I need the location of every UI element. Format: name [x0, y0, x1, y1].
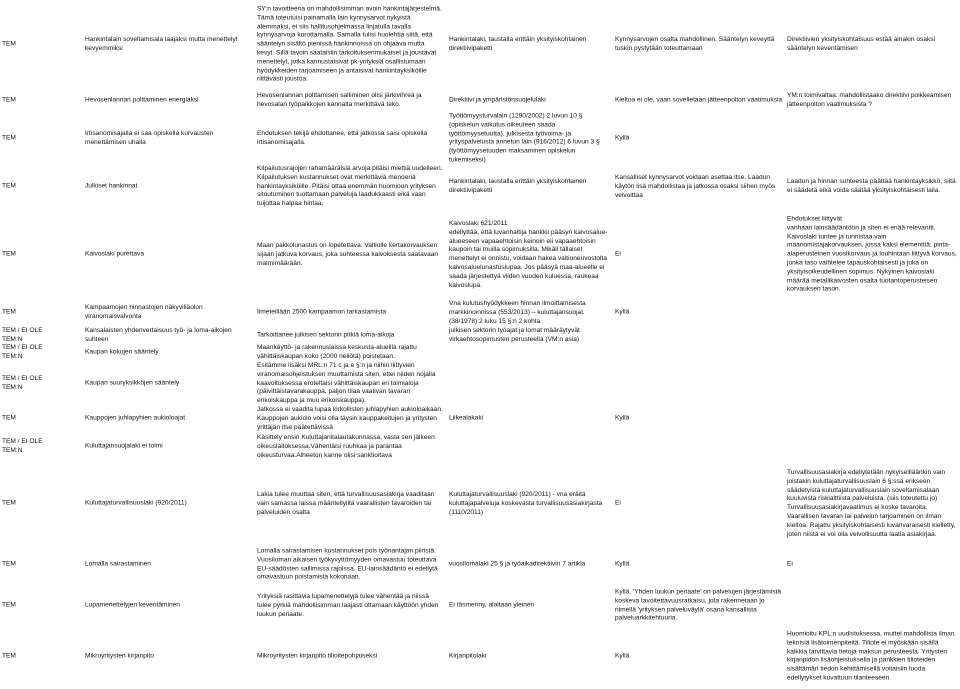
proposal-description-cell: Maan pakkolunastus on lopetettava. Valtiolle kertakorvauksen sijaan jatkuva korvaus, joka suhteessa kaivoksesta saatavaan malmimäärään.: [257, 241, 439, 267]
ministry-cell: TEM: [2, 414, 16, 422]
proposal-title-cell: Hevosenlannan polttaminen energiaksi: [85, 96, 199, 104]
proposal-title-cell: Kaupan kokojen sääntely: [85, 348, 159, 356]
proposal-description-cell: Yrityksiä rasittavia lupamenettelyjä tulee vähentää ja niissä tulee pyrkiä mahdollisimman laajasti ottamaan käyttöön yhden luukun periaate.: [257, 592, 439, 618]
ministry-cell: TEM / EI OLE TEM:N: [2, 375, 43, 391]
comment-cell: Direktiivien yksityiskohtaisuus estää ainakin osaksi sääntelyn keventämisen: [787, 36, 936, 52]
proposal-description-cell: SY:n tavoitteena on mahdollisimman avoin hankintajärjestelmä. Tämä toteutuisi painamalla lain kynnysarvot nykyistä alemmaksi, ei siis hallitusohjelmassa linjatulla tavalla kynnysarvoja korottamalla. Samalla tulisi huolehtia siitä, että sääntelyn sisältö pienissä hankinnoissa on ohjaava mutta kevyt. Sillä tavoin saataisiin tarkoituksenmukaiset ja joustavat menettelyt, jotka kannustaisivat pk-yrityksiä osallistumaan hyödykkeiden tarjoamiseen ja antaisivat hankintayksiköille riittävästi joustoa.: [257, 5, 442, 83]
ministry-cell: TEM: [2, 560, 16, 568]
table-row: [0, 545, 960, 585]
table-row: [0, 112, 960, 164]
table-row: [0, 628, 960, 686]
proposal-title-cell: Kansalaisten yhdenvertaisuus työ- ja loma-aikojen suhteen: [85, 327, 232, 343]
table-row: [0, 406, 960, 432]
comment-cell: Ei: [787, 560, 793, 568]
proposal-description-cell: Lomalla sairastamisen kustannukset pois työnantajan piiristä. Vuosiloman aikaisen työkyvyttömyyden omavastuu toteuttava EU-säädösten sallimissa rajoissa. EU-lainsäädäntö ei edellytä omavastuun poistamista kokonaan.: [257, 547, 438, 581]
table-row: [0, 433, 960, 461]
ministry-cell: TEM: [2, 40, 16, 48]
comment-cell: YM:n toimivaltaa: mahdollistaako direktiivi poikkeamisen jätteenpolton vaatimuksista ?: [787, 92, 952, 108]
legislation-cell: Kirjanpitolaki: [449, 652, 487, 660]
proposal-description-cell: Käsittely ensin Kuluttajariitalautakunnassa, vasta sen jälkeen oikeuslaitoksessa.Vähentäisi ruuhkaa ja parantaa oikeusturvaa.Alheeton kanne olisi sanktioitava: [257, 433, 435, 459]
table-row: [0, 211, 960, 299]
ministry-cell: TEM / EI OLE TEM:N: [2, 344, 43, 360]
feasibility-cell: Kyllä. 'Yhden luukun periaate' on palvelujen järjestämistä koskeva tavoitettavuusratkaisu, jota rakennetaan jo nimellä 'yrityksen palveluväylä' osana kansallista palveluarkkitehtuuria.: [615, 588, 781, 622]
feasibility-cell: Ei: [615, 250, 621, 258]
legislation-cell: Direktiivi ja ympäristönsuojelulaki: [449, 96, 546, 104]
proposal-title-cell: Kuluttajaturvallisuuslaki (920/2011): [85, 499, 187, 507]
feasibility-cell: Kieltoa ei ole, vaan sovelletaan jätteenpolton vaatimuksia: [615, 96, 783, 104]
feasibility-cell: Kyllä: [615, 308, 630, 316]
proposal-description-cell: Kilpailutusrajojen rahamääräisiä arvoja pitäisi miettiä uudelleen. Kilpailutuksen kustannukset ovat merkittäviä menoeriä hankintayksiköille. Pitäisi ottaa enemmän huomioon yrityksen sitoutuminen tuottamaan palveluja laadukkaasti eikä vaan tuijottaa halpaa hintaa.: [257, 165, 443, 208]
legislation-cell: Työttömyysturvalain (1290/2002) 2 luvun 10 § (opiskelun vaikutus oikeuteen saada työttömyysetuutta), julkisesta työvoima- ja yrityspalvelusta annetun lain (916/2012) 6 luvun 3 § (työttömyysetuuden maksaminen opiskelun tukemiseksi): [449, 112, 600, 164]
table-row: [0, 362, 960, 406]
feasibility-cell: Kyllä: [615, 134, 630, 142]
legislation-cell: julkisen sektorin työajat ja lomat määräytyvät virkaehtosopimusten perusteella (VM:n asia): [449, 327, 580, 343]
table-row: [0, 4, 960, 86]
proposal-description-cell: Tarkoittanee julkisen sektorin pitkiä loma-aikoja: [257, 331, 395, 339]
feasibility-cell: Kyllä: [615, 652, 630, 660]
ministry-cell: TEM: [2, 308, 16, 316]
proposal-title-cell: Hankintalain soveltamisala laajaksi mutta menettelyt kevyemmiksi: [85, 36, 238, 52]
table-row: [0, 164, 960, 210]
comment-cell: Huomioitu KPL:n uudistuksessa, muttei mahdollista ilman teknisiä lisätoimenpiteitä. Tiliote ei myöskään sisällä kaikkia tarvittavia tietoja maksun perusteesta. Yritysten kirjanpidon lisäohjeistuksella ja pankkien tilioteiden sisältämän tiedon kehittämisellä voitaisiin luoda edellytykset kuvattuun tilanteeseen: [787, 630, 955, 682]
comment-cell: Laadun ja hinnan suhteesta päättää hankintayksikkö, siitä ei säädetä eikä voida säätää yksityiskohtaisesti laila.: [787, 178, 956, 194]
proposal-title-cell: Kaivoslaki purettava: [85, 250, 145, 258]
legislation-cell: vuosilomalaki 25 § ja työaikadirektiivin 7 artikla: [449, 560, 586, 568]
proposal-title-cell: Kaupan suuryksikköjen sääntely: [85, 379, 180, 387]
table-row: [0, 327, 960, 345]
ministry-cell: TEM: [2, 96, 16, 104]
legislation-cell: Kuluttajaturvallisuuslaki (920/2011) - vna eräitä kuluttajapalveluja koskevasta turvallisuusasiakirjasta (1110/2011): [449, 490, 603, 516]
proposal-description-cell: Esitämme lisäksi MRL:n 71 c ja e §:n ja niihin liittyvien viranomaisohjeistuksen muuttamista siten, ettei niiden nojalla kaavoituksessa eroteltaisi vähittäiskaupan eri toimialoja (päivittäistavarakauppa, paljon tilaa vaativan tavaran erikoiskauppa ja muu erikoiskauppa).: [257, 362, 436, 405]
proposal-description-cell: Jatkossa ei vaadita lupaa kirkollisten juhlapyhien aukioloaikaan. Kauppojen aukiolo voisi olla täysin kauppakeitujen ja yritysten yrittäjän itse päätettävissä: [257, 405, 443, 431]
proposal-title-cell: Kuluttajansuojalaki ei toimi: [85, 442, 163, 450]
proposal-title-cell: Mikroyritysten kirjanpito: [85, 652, 154, 660]
proposal-title-cell: Kampaamojen hinnastojen näkyvilläolon viranomaisvalvonta: [85, 304, 203, 320]
comment-cell: Turvallisuusasiakirja edellytetään nykyisellläänkin vain joistakin kuluttajaturvallisuuslain 6 §:ssä erikseen säädetyistä kuluttajaturvallisuuslain soveltamisalaan kuuluvista riskialttiista palveluista. (siis toteutettu jo) Turvallisuusasiakirjavaatimus ei koske tavaroita. Vaarallisen tavaran tai palvelun tarjoaminen on ilman kieltoa. Rajattu yksityiskohtaisesti luvanvaraisesti kielletty, joten niistä ei voi olla velvollisuutta laatia asiakirjaa.: [787, 468, 956, 538]
legislation-cell: Liikealakaki: [449, 414, 484, 422]
proposal-title-cell: Irtisanomisajalla ei saa opiskella korvausten menettämisen uhalla: [85, 130, 214, 146]
ministry-cell: TEM: [2, 601, 16, 609]
proposal-title-cell: Julkiset hankinnat: [85, 182, 138, 190]
ministry-cell: TEM / EI OLE TEM:N: [2, 327, 43, 343]
proposal-title-cell: Kauppojen juhlapyhien aukioloajat: [85, 414, 186, 422]
proposal-title-cell: Lupamenettelyjen keventäminen: [85, 601, 180, 609]
feasibility-cell: Kynnysarvojen osalta mahdollinen. Sääntelyn keveyttä tuskin pystytään toteuttamaan: [615, 36, 775, 52]
legislation-cell: Hankintalaki, taustalla erittäin yksityiskohtainen direktiivipaketti: [449, 36, 587, 52]
table-row: [0, 464, 960, 544]
proposal-description-cell: Mikroyritysten kirjanpito tilioitepohjaiseksi: [257, 652, 378, 660]
proposal-description-cell: Ehdotuksen tekijä ehdottanee, että jatkossa saisi opiskella irtisanomisajalla.: [257, 130, 428, 146]
ministry-cell: TEM: [2, 134, 16, 142]
legislation-cell: Kaivoslaki 621/2011 edellyttää, että luvanhaltija hankkii pääsyn kaivosalue-alueeseen vapaaehtoisin keinoin eli vapaaehtoisin kaupoin tai muilla sopimuksilla. Mikäli tällaiset menettelyt ei onnistu, voidaan hakea valtioneuvostolta kaivosaluelunastuslupaa. Jos pääsyä maa-alueelle ei saada järjestettyä viiden vuoden kuluessa, raukeaa kaivoslupa.: [449, 219, 608, 289]
proposal-title-cell: Lomalla sairastaminen: [85, 560, 151, 568]
table-row: [0, 91, 960, 111]
table-row: [0, 345, 960, 361]
ministry-cell: TEM: [2, 250, 16, 258]
proposal-description-cell: Ilmeteillään 2500 kampaamon tarkastamista: [257, 308, 387, 316]
feasibility-cell: Kyllä: [615, 560, 630, 568]
legislation-cell: Ei täsmenny, alaltaan yleinen: [449, 601, 535, 609]
comment-cell: Ehdotukset liittyvät vanhaan lainsäädäntöön ja siten ei enää relevantti. Kaivoslaki tuntee ja tunnistaa vain maanomistajakorvauksen, jossa kaksi elementtiä: pinta-alaperusteinen vuosikorvaus ja louhintaan liittyvä korvaus, jonka taso vaihtelee tapauskohtaisesti ja joka on yksityisoikeudellinen sopimus. Nykyinen kaivoslaki määrää metallikaivosten osalta tuotantoperusteisen korvauksen tason.: [787, 215, 957, 293]
table-row: [0, 300, 960, 326]
feasibility-cell: Kansalliset kynnysarvot voidaan asettaa itse. Laadun käytön lisä mahdollistaa ja jatkossa osaksi siihen myös velvoittaa: [615, 173, 776, 199]
ministry-cell: TEM: [2, 182, 16, 190]
proposal-description-cell: Hevosenlannan polttamisen salliminen olisi järkivihreä ja hevosalan työpaikkojen kannalta merkittävä teko.: [257, 92, 422, 108]
table-row: [0, 586, 960, 626]
proposal-description-cell: Lakia tulee muuttaa siten, että turvallisuusasiakirja vaaditaan vain samassa laissa määritellyiltä vaarallisten tavaroiden tai palveluiden osalta: [257, 490, 435, 516]
ministry-cell: TEM: [2, 499, 16, 507]
ministry-cell: TEM: [2, 652, 16, 660]
proposal-description-cell: Maankäyttö- ja rakennuslaissa keskusta-alueilla rajattu vähittäiskaupan koko (2000 neliötä) poistetaan.: [257, 344, 417, 360]
feasibility-cell: Ei: [615, 499, 621, 507]
legislation-cell: Hankintalaki, taustalla erittäin yksityiskohtainen direktiivipaketti: [449, 178, 587, 194]
ministry-cell: TEM / EI OLE TEM:N: [2, 438, 43, 454]
feasibility-cell: Kyllä: [615, 414, 630, 422]
legislation-cell: Vna kulutushyödykkeen hinnan ilmoittamisesta markkinoinnissa (553/2013) – kuluttajansuojal. (38/1978) 2 luku 15 §:n 2 kohta: [449, 299, 586, 325]
